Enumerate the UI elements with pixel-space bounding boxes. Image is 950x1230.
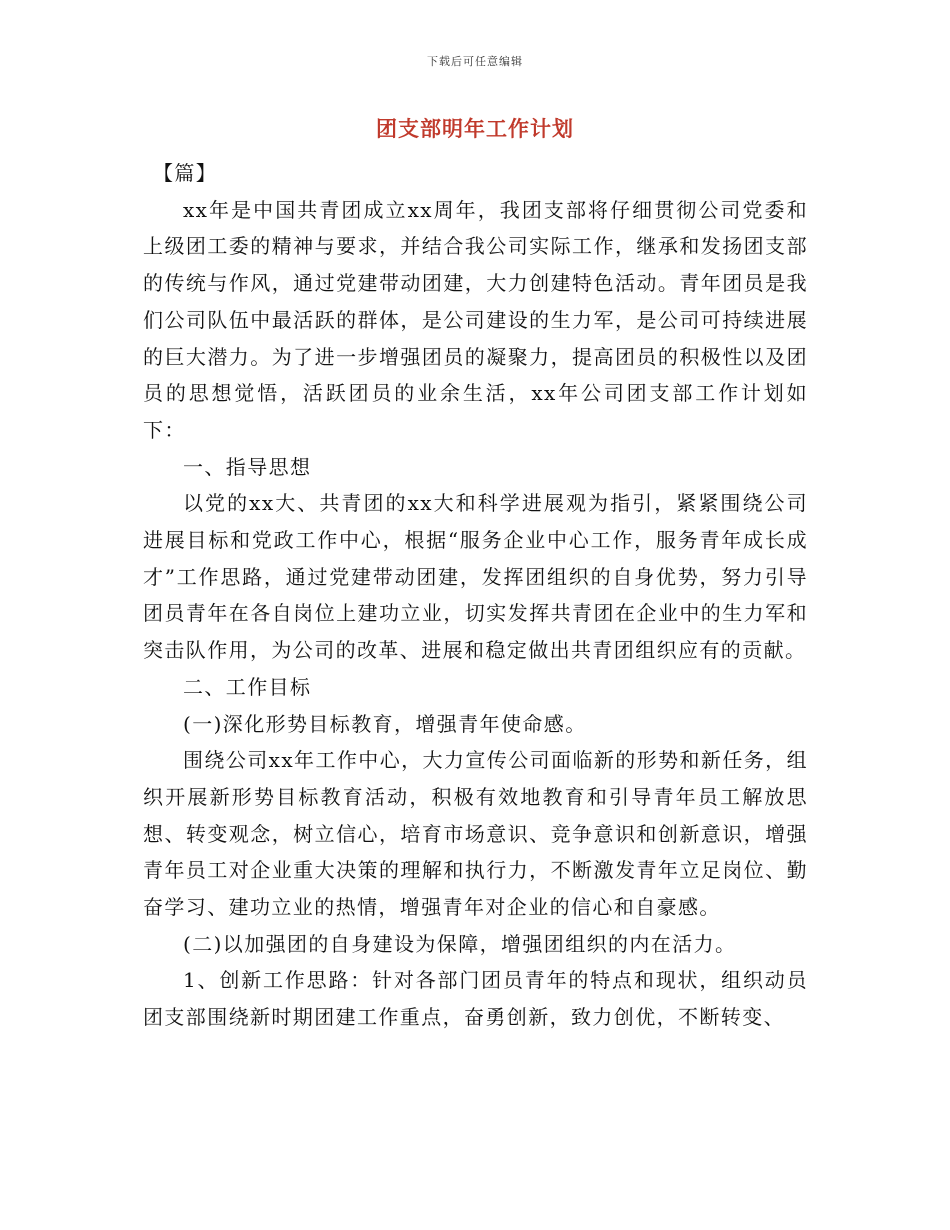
subheading-goal-2: (二)以加强团的自身建设为保障，增强团组织的内在活力。 [183,931,737,956]
paragraph-goal-1: 围绕公司xx年工作中心，大力宣传公司面临新的形势和新任务，组织开展新形势目标教育活动，积极有效地教育和引导青年员工解放思想、转变观念，树立信心，培育市场意识、竞争意识和创新意识，增强青年员工对企业重大决策的理解和执行力，不断激发青年立足岗位、勤奋学习、建功立业的热情，增强青年对企业的信心和自豪感。 [143,748,808,920]
paragraph-intro: xx年是中国共青团成立xx周年，我团支部将仔细贯彻公司党委和上级团工委的精神与要求，并结合我公司实际工作，继承和发扬团支部的传统与作风，通过党建带动团建，大力创建特色活动。青年团员是我们公司队伍中最活跃的群体，是公司建设的生力军，是公司可持续进展的巨大潜力。为了进一步增强团员的凝聚力，提高团员的积极性以及团员的思想觉悟，活跃团员的业余生活，xx年公司团支部工作计划如下： [143,197,808,442]
document-body [143,155,808,1036]
paragraph-guiding-thought: 以党的xx大、共青团的xx大和科学进展观为指引，紧紧围绕公司进展目标和党政工作中心，根据“服务企业中心工作，服务青年成长成才”工作思路，通过党建带动团建，发挥团组织的自身优势，努力引导团员青年在各自岗位上建功立业，切实发挥共青团在企业中的生力军和突击队作用，为公司的改革、进展和稳定做出共青团组织应有的贡献。 [143,491,808,663]
heading-guiding-thought: 一、指导思想 [183,454,312,479]
paragraph-item-1: 1、创新工作思路：针对各部门团员青年的特点和现状，组织动员团支部围绕新时期团建工作重点，奋勇创新，致力创优，不断转变、 [143,968,808,1030]
heading-work-goals: 二、工作目标 [183,674,312,699]
document-title: 团支部明年工作计划 [376,116,574,141]
section-label: 【篇】 [153,161,218,185]
header-note: 下载后可任意编辑 [427,55,523,68]
subheading-goal-1: (一)深化形势目标教育，增强青年使命感。 [183,711,587,736]
